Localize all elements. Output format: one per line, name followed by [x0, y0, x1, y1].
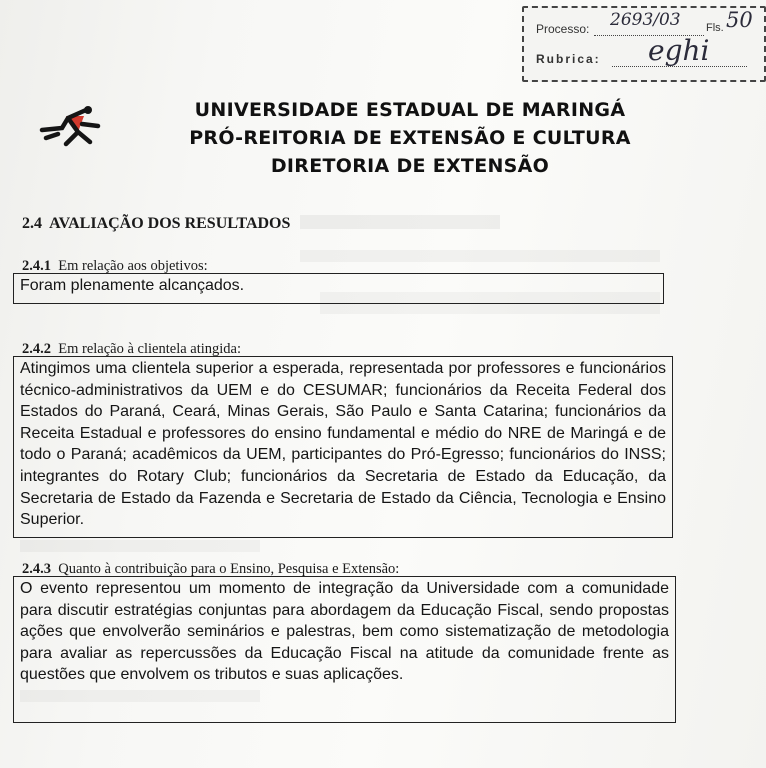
contribution-box [13, 576, 676, 723]
subsection-label: Quanto à contribuição para o Ensino, Pesquisa e Extensão: [58, 561, 400, 577]
processo-label: Processo: [536, 22, 590, 36]
subsection-number: 2.4.3 [22, 561, 51, 577]
uem-logo-icon [38, 104, 108, 154]
fls-label: Fls. [706, 22, 724, 34]
section-number: 2.4 [22, 215, 42, 232]
subsection-label: Em relação aos objetivos: [58, 258, 208, 274]
rubrica-signature: eghi [648, 34, 710, 67]
bleed-through [300, 215, 500, 229]
bleed-through [300, 250, 660, 262]
contribution-text: O evento representou um momento de integração da Universidade com a comunidade para discutir estratégias conjuntas para abordagem da Educação Fiscal, sendo propostas ações que envolverão seminários e palestras, bem como sistematização de metodologia para avaliar as repercussões da Educação Fiscal na atitude da comunidade frente as questões que envolvem os tributos e suas aplicações. [20, 580, 669, 684]
bleed-through [20, 540, 260, 552]
section-title [22, 215, 290, 233]
processo-value: 2693/03 [610, 10, 681, 30]
university-name: UNIVERSIDADE ESTADUAL DE MARINGÁ [194, 99, 626, 121]
fls-value: 50 [726, 8, 753, 32]
rubrica-label: Rubrica: [536, 52, 601, 66]
clientele-box [13, 356, 673, 538]
section-title-text: AVALIAÇÃO DOS RESULTADOS [49, 215, 291, 232]
objectives-text: Foram plenamente alcançados. [20, 277, 245, 294]
subsection-label: Em relação à clientela atingida: [58, 341, 242, 357]
protocol-stamp [522, 6, 766, 82]
diretoria-name: DIRETORIA DE EXTENSÃO [270, 155, 550, 177]
clientele-text: Atingimos uma clientela superior a esperada, representada por professores e funcionários técnico-administrativos da UEM e do CESUMAR; funcionários da Receita Federal dos Estados do Paraná, Ceará, Minas Gerais, São Paulo e Santa Catarina; funcionários da Receita Estadual e professores do ensino fundamental e médio do NRE de Maringá e de todo o Paraná; acadêmicos da UEM, participantes do Pró-Egresso; funcionários do INSS; integrantes do Rotary Club; funcionários da Secretaria de Estado da Educação, da Secretaria de Estado da Fazenda e Secretaria de Estado da Ciência, Tecnologia e Ensino Superior. [20, 360, 666, 529]
objectives-box [13, 273, 664, 304]
document-header [140, 96, 680, 180]
subsection-number: 2.4.1 [22, 258, 51, 274]
subsection-number: 2.4.2 [22, 341, 51, 357]
pro-reitoria-name: PRÓ-REITORIA DE EXTENSÃO E CULTURA [189, 127, 631, 149]
